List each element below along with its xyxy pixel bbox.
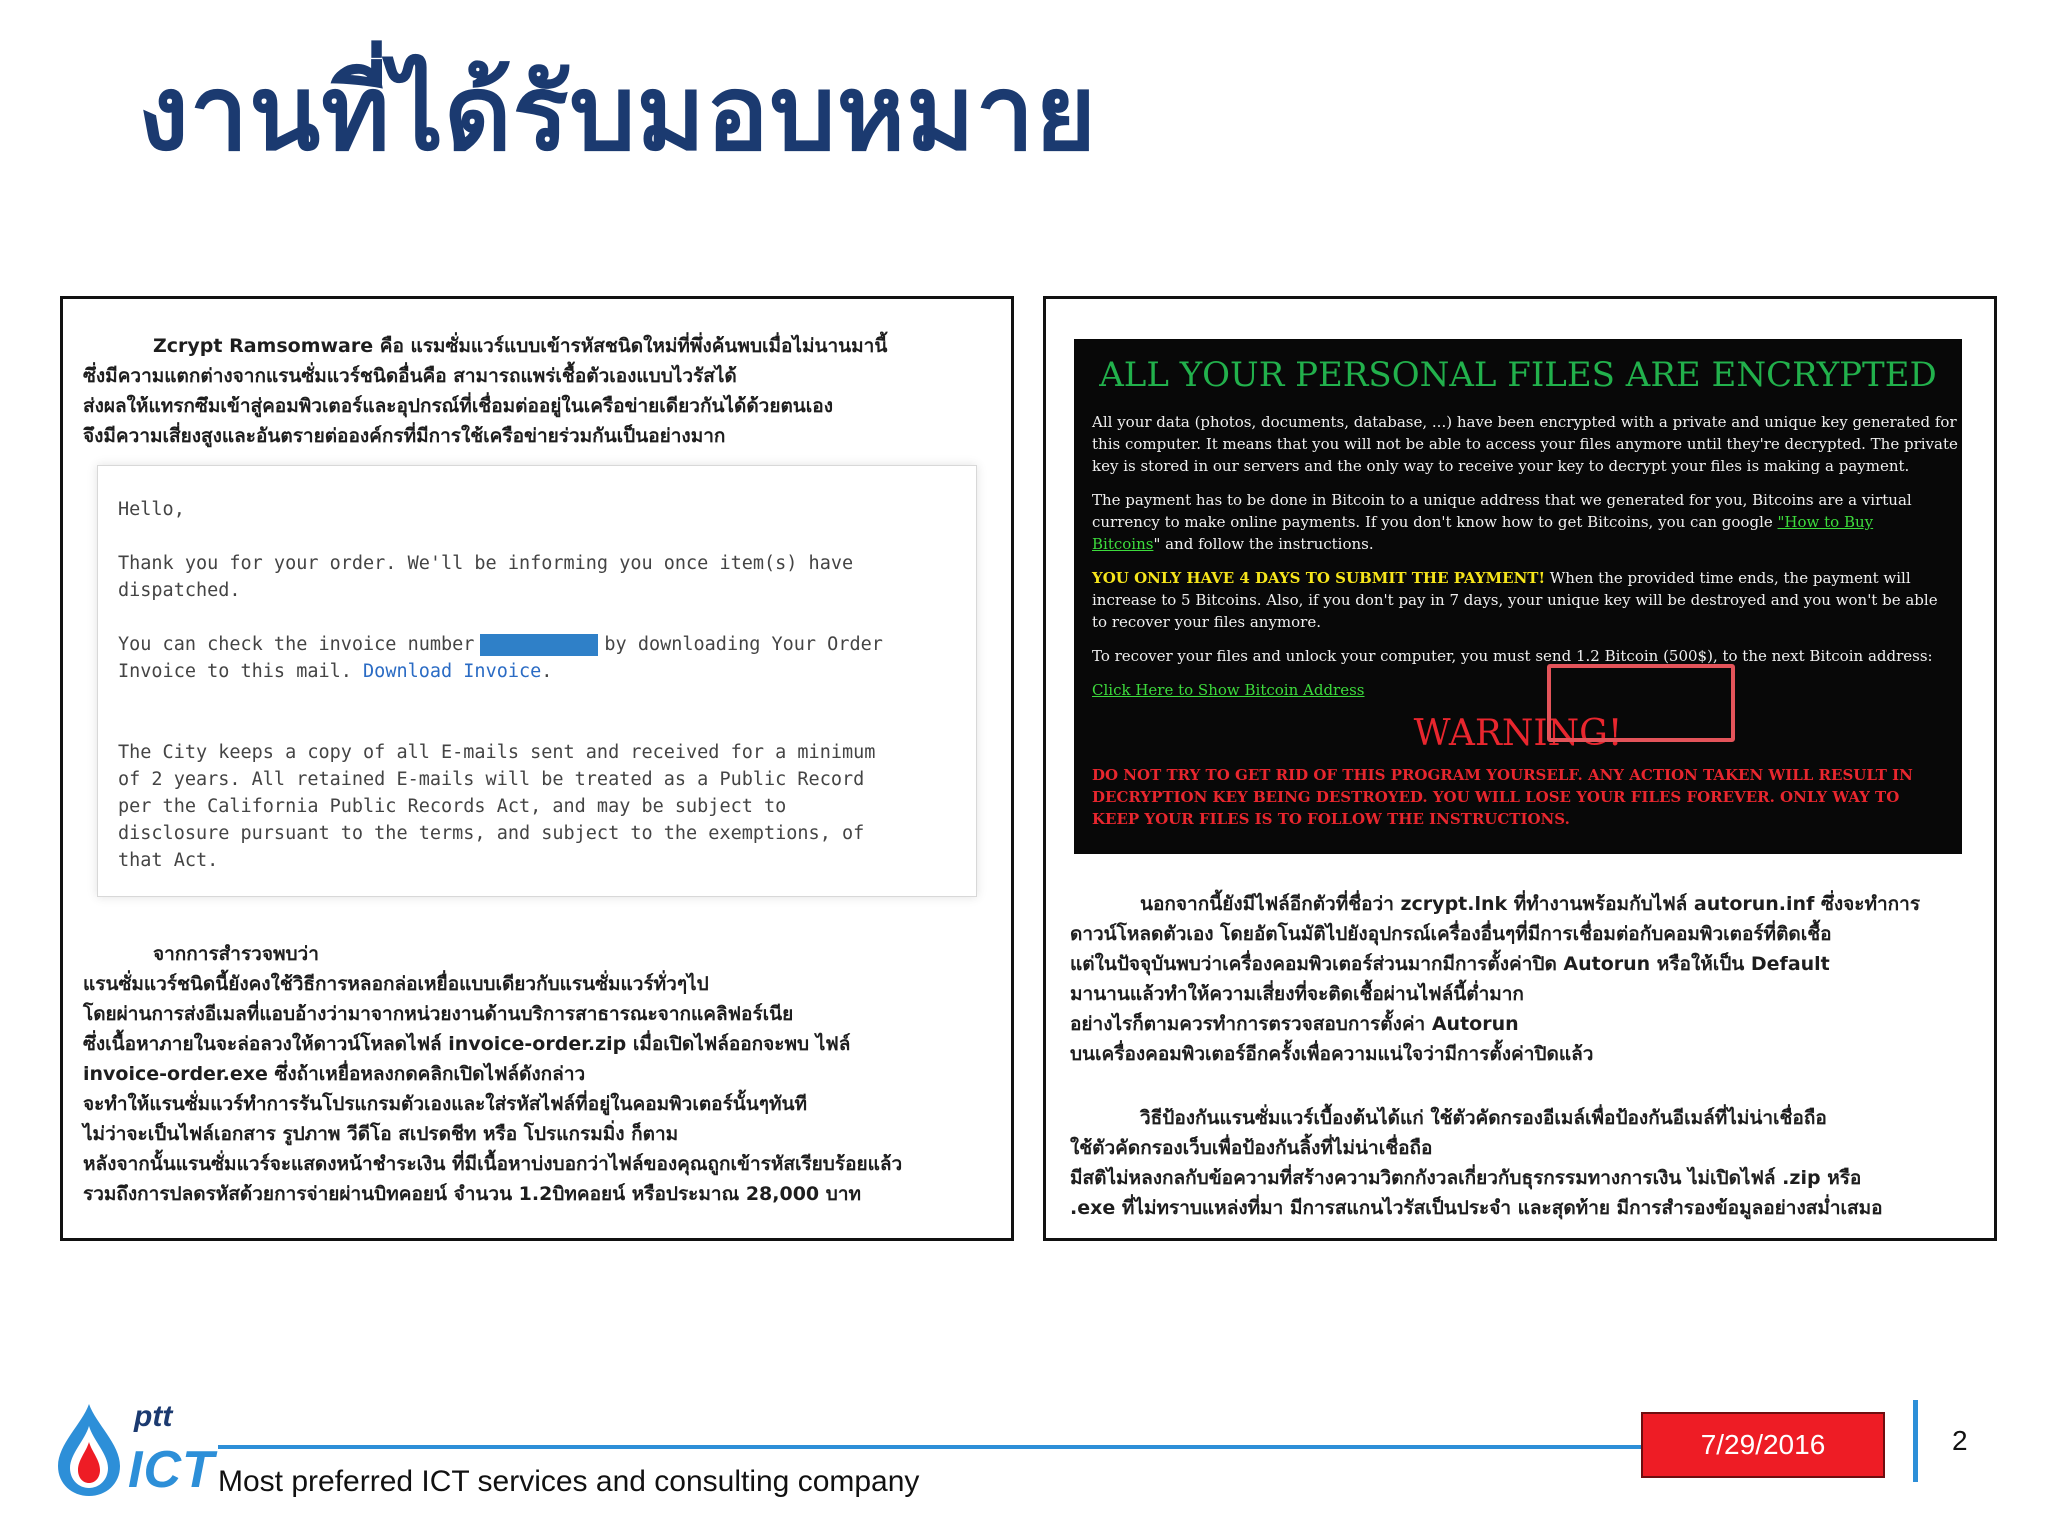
logo-ptt-text: ptt — [134, 1400, 173, 1433]
ransom-line: To recover your files and unlock your computer, you must send 1.2 Bitcoin (500$), to the next Bitcoin address: — [1092, 647, 1933, 665]
ransom-text: currency to make online payments. If you don't know how to get Bitcoins, you can google — [1092, 513, 1773, 531]
ransom-line: increase to 5 Bitcoins. Also, if you don't pay in 7 days, your unique key will be destroyed and you won't be able — [1092, 591, 1938, 609]
email-line: The City keeps a copy of all E-mails sent and received for a minimum — [118, 742, 876, 763]
email-line: disclosure pursuant to the terms, and subject to the exemptions, of — [118, 823, 865, 844]
ransom-line: key is stored in our servers and the only way to receive your key to decrypt your files is making a payment. — [1092, 457, 1910, 475]
intro-line: Zcrypt Ramsomware คือ แรมซั่มแวร์แบบเข้ารหัสชนิดใหม่ที่พึ่งค้นพบเมื่อไม่นานมานี้ — [153, 335, 888, 357]
intro-line: จึงมีความเสี่ยงสูงและอันตรายต่อองค์กรที่มีการใช้เครือข่ายร่วมกันเป็นอย่างมาก — [83, 425, 726, 447]
desc-line: อย่างไรก็ตามควรทำการตรวจสอบการตั้งค่า Autorun — [1070, 1013, 1519, 1035]
ransom-paragraph — [1092, 567, 1944, 633]
ransom-line: this computer. It means that you will not be able to access your files anymore until they're decrypted. The private — [1092, 435, 1958, 453]
email-text: Invoice to this mail. — [118, 661, 352, 682]
page-number: 2 — [1952, 1425, 1968, 1456]
ransom-line: DO NOT TRY TO GET RID OF THIS PROGRAM YOURSELF. ANY ACTION TAKEN WILL RESULT IN — [1092, 766, 1913, 784]
ransom-line: to recover your files anymore. — [1092, 613, 1321, 631]
intro-line: ส่งผลให้แทรกซึมเข้าสู่คอมพิวเตอร์และอุปกรณ์ที่เชื่อมต่ออยู่ในเครือข่ายเดียวกันได้ด้วยตนเอง — [83, 395, 833, 417]
autorun-description-paragraph — [1070, 889, 1980, 1069]
company-tagline: Most preferred ICT services and consulting company — [218, 1465, 920, 1498]
bitcoins-link[interactable]: Bitcoins — [1092, 535, 1154, 553]
email-greeting: Hello, — [118, 499, 185, 520]
ransom-line: All your data (photos, documents, database, ...) have been encrypted with a private and unique key generated for — [1092, 413, 1957, 431]
how-to-buy-link[interactable]: "How to Buy — [1777, 513, 1874, 531]
zcrypt-intro-paragraph — [83, 331, 993, 451]
email-line: Thank you for your order. We'll be informing you once item(s) have — [118, 553, 854, 574]
ransom-paragraph — [1092, 489, 1944, 555]
ransom-line: The payment has to be done in Bitcoin to a unique address that we generated for you, Bitcoins are a virtual — [1092, 491, 1912, 509]
right-content-panel — [1043, 296, 1997, 1241]
ransom-line — [1092, 511, 1944, 533]
footer-vertical-divider — [1913, 1400, 1918, 1482]
intro-line: ซึ่งมีความแตกต่างจากแรนซั่มแวร์ชนิดอื่นคือ สามารถแพร่เชื้อตัวเองแบบไวรัสได้ — [83, 365, 737, 387]
analysis-line: จะทำให้แรนซั่มแวร์ทำการรันโปรแกรมตัวเองและใส่รหัสไฟล์ที่อยู่ในคอมพิวเตอร์นั้นๆทันที — [83, 1093, 808, 1115]
ransom-line — [1092, 567, 1944, 589]
desc-line: นอกจากนี้ยังมีไฟล์อีกตัวที่ชื่อว่า zcrypt.lnk ที่ทำงานพร้อมกับไฟล์ autorun.inf ซึ่งจะทำการ — [1140, 893, 1921, 915]
footer-divider — [218, 1445, 1650, 1449]
ransom-paragraph — [1092, 679, 1944, 701]
analysis-line: จากการสำรวจพบว่า — [153, 943, 319, 965]
analysis-line: ซึ่งเนื้อหาภายในจะล่อลวงให้ดาวน์โหลดไฟล์ invoice-order.zip เมื่อเปิดไฟล์ออกจะพบ ไฟล์ — [83, 1033, 851, 1055]
email-text: You can check the invoice number — [118, 634, 475, 655]
redacted-invoice-number — [480, 634, 598, 656]
ransom-warning-heading: WARNING! — [1413, 713, 1623, 754]
ransom-warning-text — [1092, 764, 1944, 830]
email-text: . — [541, 661, 553, 682]
ransom-line: DECRYPTION KEY BEING DESTROYED. YOU WILL LOSE YOUR FILES FOREVER. ONLY WAY TO — [1092, 788, 1900, 806]
desc-line: ดาวน์โหลดตัวเอง โดยอัตโนมัติไปยังอุปกรณ์เครื่องอื่นๆที่มีการเชื่อมต่อกับคอมพิวเตอร์ที่ติดเชื้อ — [1070, 923, 1832, 945]
infection-analysis-paragraph — [83, 939, 1003, 1209]
left-content-panel — [60, 296, 1014, 1241]
ransom-line — [1092, 533, 1944, 555]
analysis-line: โดยผ่านการส่งอีเมลที่แอบอ้างว่ามาจากหน่วยงานด้านบริการสาธารณะจากแคลิฟอร์เนีย — [83, 1003, 794, 1025]
ransom-text: When the provided time ends, the payment will — [1545, 569, 1911, 587]
ransom-note-screenshot — [1074, 339, 1962, 854]
analysis-line: ไม่ว่าจะเป็นไฟล์เอกสาร รูปภาพ วีดีโอ สเปรดชีท หรือ โปรแกรมมิ่ง ก็ตาม — [83, 1123, 679, 1145]
email-line: that Act. — [118, 850, 219, 871]
email-line: dispatched. — [118, 580, 241, 601]
deadline-warning: YOU ONLY HAVE 4 DAYS TO SUBMIT THE PAYMENT! — [1092, 569, 1546, 587]
show-bitcoin-address-link[interactable]: Click Here to Show Bitcoin Address — [1092, 681, 1365, 699]
analysis-line: หลังจากนั้นแรนซั่มแวร์จะแสดงหน้าชำระเงิน ที่มีเนื้อหาบ่งบอกว่าไฟล์ของคุณถูกเข้ารหัสเรียบร้อยแล้ว — [83, 1153, 903, 1175]
ransom-paragraph — [1092, 645, 1944, 667]
analysis-line: invoice-order.exe ซึ่งถ้าเหยื่อหลงกดคลิกเปิดไฟล์ดังกล่าว — [83, 1063, 586, 1085]
desc-line: มีสติไม่หลงกลกับข้อความที่สร้างความวิตกกังวลเกี่ยวกับธุรกรรมทางการเงิน ไม่เปิดไฟล์ .zip หรือ — [1070, 1167, 1862, 1189]
prevention-paragraph — [1070, 1103, 1980, 1223]
analysis-line: รวมถึงการปลดรหัสด้วยการจ่ายผ่านบิทคอยน์ จำนวน 1.2บิทคอยน์ หรือประมาณ 28,000 บาท — [83, 1183, 862, 1205]
ptt-ict-logo — [52, 1400, 222, 1510]
desc-line: .exe ที่ไม่ทราบแหล่งที่มา มีการสแกนไวรัสเป็นประจำ และสุดท้าย มีการสำรองข้อมูลอย่างสม่ำเสมอ — [1070, 1197, 1883, 1219]
desc-line: ใช้ตัวคัดกรองเว็บเพื่อป้องกันลิ้งที่ไม่น่าเชื่อถือ — [1070, 1137, 1433, 1159]
ransom-headline: ALL YOUR PERSONAL FILES ARE ENCRYPTED — [1099, 355, 1937, 395]
date-badge: 7/29/2016 — [1641, 1412, 1885, 1478]
email-text: by downloading Your Order — [604, 634, 883, 655]
email-line: per the California Public Records Act, and may be subject to — [118, 796, 787, 817]
email-invoice-line — [118, 631, 976, 658]
ransom-paragraph — [1092, 411, 1958, 477]
logo-ict-text: ICT — [128, 1441, 215, 1499]
ransom-line: KEEP YOUR FILES IS TO FOLLOW THE INSTRUCTIONS. — [1092, 810, 1570, 828]
analysis-line: แรนซั่มแวร์ชนิดนี้ยังคงใช้วิธีการหลอกล่อเหยื่อแบบเดียวกับแรนซั่มแวร์ทั่วๆไป — [83, 973, 709, 995]
ransom-text: " and follow the instructions. — [1153, 535, 1374, 553]
email-line: of 2 years. All retained E-mails will be treated as a Public Record — [118, 769, 865, 790]
desc-line: บนเครื่องคอมพิวเตอร์อีกครั้งเพื่อความแน่ใจว่ามีการตั้งค่าปิดแล้ว — [1070, 1043, 1594, 1065]
email-invoice-line-2 — [118, 658, 976, 685]
desc-line: มานานแล้วทำให้ความเสี่ยงที่จะติดเชื้อผ่านไฟล์นี้ต่ำมาก — [1070, 983, 1524, 1005]
ptt-flame-drop-icon — [52, 1400, 126, 1500]
download-invoice-link[interactable]: Download Invoice — [363, 661, 542, 682]
slide-title: งานที่ได้รับมอบหมาย — [138, 52, 1098, 174]
desc-line: แต่ในปัจจุบันพบว่าเครื่องคอมพิวเตอร์ส่วนมากมีการตั้งค่าปิด Autorun หรือให้เป็น Default — [1070, 953, 1830, 975]
bitcoin-amount-highlight — [1547, 664, 1735, 742]
phishing-email-screenshot — [97, 465, 977, 897]
desc-line: วิธีป้องกันแรนซั่มแวร์เบื้องต้นได้แก่ ใช้ตัวคัดกรองอีเมล์เพื่อป้องกันอีเมล์ที่ไม่น่าเชื่อถือ — [1140, 1107, 1827, 1129]
